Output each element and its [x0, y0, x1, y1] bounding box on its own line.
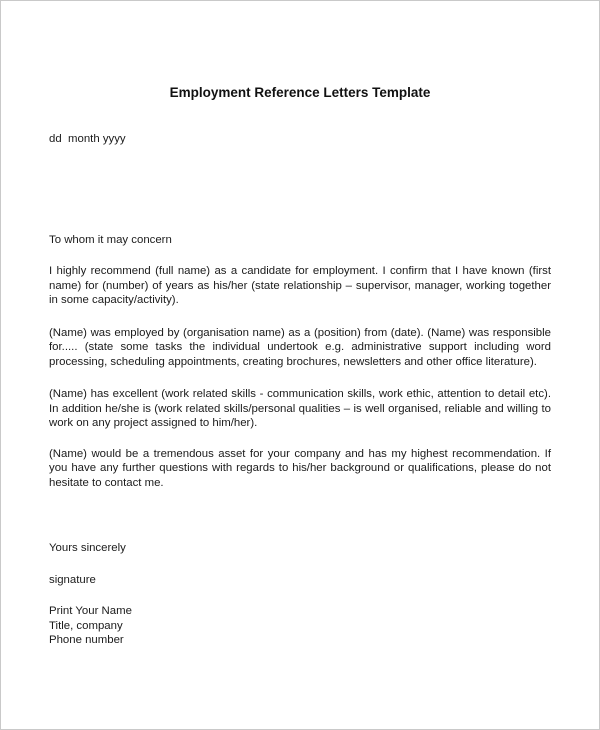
title-company-placeholder: Title, company [49, 619, 123, 632]
phone-number-placeholder: Phone number [49, 634, 124, 646]
salutation: To whom it may concern [49, 233, 172, 246]
paragraph-employment-history: (Name) was employed by (organisation name) as a (position) from (date). (Name) was responsible for..... (state some tasks the individual undertook e.g. administrative support including word processing, scheduling appointments, creating brochures, newsletters and other office literature). [49, 326, 551, 368]
paragraph-skills: (Name) has excellent (work related skills - communication skills, work ethic, attention to detail etc). In addition he/she is (work related skills/personal qualities – is well organised, reliable and willing to work on any project assigned to him/her). [49, 388, 551, 429]
paragraph-closing-recommendation: (Name) would be a tremendous asset for your company and has my highest recommendation. If you have any further questions with regards to his/her background or qualifications, please do not hesitate to contact me. [49, 447, 551, 489]
signature-block [49, 604, 551, 648]
date-placeholder: dd month yyyy [49, 133, 126, 145]
paragraph-recommendation: I highly recommend (full name) as a candidate for employment. I confirm that I have known (first name) for (number) of years as his/her (state relationship – supervisor, manager, working together in some capacity/activity). [49, 265, 551, 306]
printed-name-placeholder: Print Your Name [49, 605, 132, 617]
signature-placeholder: signature [49, 573, 96, 586]
document-title: Employment Reference Letters Template [169, 85, 431, 100]
valediction: Yours sincerely [49, 542, 126, 554]
